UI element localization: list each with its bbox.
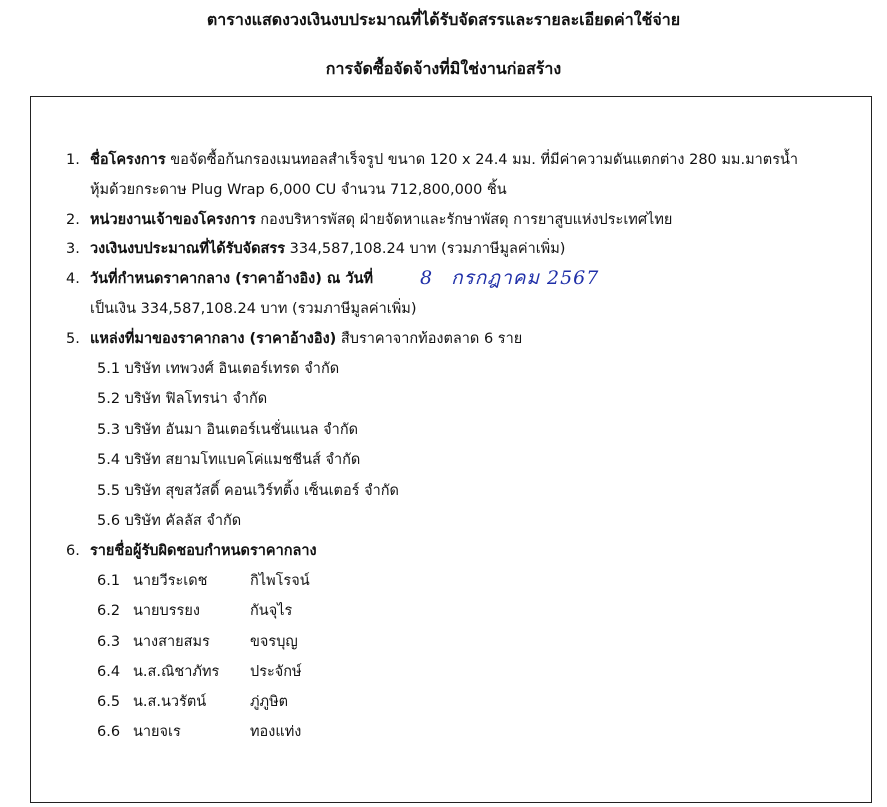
person-number: 6.1 [97, 573, 121, 589]
person-last-name: กันจุไร [250, 603, 293, 619]
item-4-text-continued: เป็นเงิน 334,587,108.24 บาท (รวมภาษีมูลค่าเพิ่ม) [90, 301, 417, 317]
item-4-line [90, 269, 373, 289]
person-last-name: กิไพโรจน์ [250, 573, 310, 589]
document-title-line2: การจัดซื้อจัดจ้างที่มิใช่งานก่อสร้าง [325, 59, 562, 78]
item-6-line [90, 541, 317, 561]
person-first-name: นายวีระเดช [133, 573, 208, 589]
item-5-label: แหล่งที่มาของราคากลาง (ราคาอ้างอิง) [90, 331, 337, 347]
source-item: 5.6 บริษัท คัลลัส จำกัด [97, 513, 242, 529]
item-4-number: 4. [66, 271, 80, 287]
item-5-number: 5. [66, 331, 80, 347]
person-first-name: น.ส.ณิชาภัทร [133, 664, 220, 680]
item-6-label: รายชื่อผู้รับผิดชอบกำหนดราคากลาง [90, 543, 317, 559]
item-5-line [90, 329, 522, 349]
person-number: 6.6 [97, 724, 121, 740]
handwritten-month-year: กรกฎาคม 2567 [451, 267, 600, 289]
source-item: 5.3 บริษัท อันมา อินเตอร์เนชั่นแนล จำกัด [97, 422, 359, 438]
person-first-name: นายบรรยง [133, 603, 200, 619]
person-last-name: ประจักษ์ [250, 664, 302, 680]
source-item: 5.5 บริษัท สุขสวัสดิ์ คอนเวิร์ทติ้ง เซ็นเตอร์ จำกัด [97, 483, 399, 499]
document-title-line1: ตารางแสดงวงเงินงบประมาณที่ได้รับจัดสรรและรายละเอียดค่าใช้จ่าย [206, 10, 681, 29]
person-number: 6.2 [97, 603, 121, 619]
item-5-text: สืบราคาจากท้องตลาด 6 ราย [336, 331, 523, 347]
person-first-name: น.ส.นวรัตน์ [133, 694, 207, 710]
item-1-text: ขอจัดซื้อก้นกรองเมนทอลสำเร็จรูป ขนาด 120 x 24.4 มม. ที่มีค่าความดันแตกต่าง 280 มม.มาตรน้ำ [165, 152, 799, 168]
item-3-text: 334,587,108.24 บาท (รวมภาษีมูลค่าเพิ่ม) [285, 241, 566, 257]
item-2-label: หน่วยงานเจ้าของโครงการ [90, 212, 256, 228]
item-6-number: 6. [66, 543, 80, 559]
handwritten-day: 8 [420, 267, 434, 289]
person-number: 6.4 [97, 664, 121, 680]
person-number: 6.3 [97, 634, 121, 650]
item-1-label: ชื่อโครงการ [90, 152, 166, 168]
item-3-label: วงเงินงบประมาณที่ได้รับจัดสรร [90, 241, 285, 257]
item-2-text: กองบริหารพัสดุ ฝ่ายจัดหาและรักษาพัสดุ การยาสูบแห่งประเทศไทย [255, 212, 673, 228]
source-item: 5.1 บริษัท เทพวงศ์ อินเตอร์เทรด จำกัด [97, 361, 340, 377]
item-1-line [90, 150, 798, 170]
item-2-line [90, 210, 672, 230]
source-item: 5.4 บริษัท สยามโทแบคโค่แมชชีนส์ จำกัด [97, 452, 361, 468]
person-first-name: นายจเร [133, 724, 181, 740]
person-last-name: ขจรบุญ [250, 634, 298, 650]
handwritten-date [420, 263, 599, 293]
item-1-text-continued: หุ้มด้วยกระดาษ Plug Wrap 6,000 CU จำนวน 712,800,000 ชิ้น [90, 182, 507, 198]
person-number: 6.5 [97, 694, 121, 710]
item-3-line [90, 239, 565, 259]
source-item: 5.2 บริษัท ฟิลโทรน่า จำกัด [97, 391, 268, 407]
item-2-number: 2. [66, 212, 80, 228]
person-last-name: ภู่ภูษิต [250, 694, 289, 710]
person-last-name: ทองแท่ง [250, 724, 302, 740]
item-1-number: 1. [66, 152, 80, 168]
person-first-name: นางสายสมร [133, 634, 210, 650]
item-3-number: 3. [66, 241, 80, 257]
item-4-label: วันที่กำหนดราคากลาง (ราคาอ้างอิง) ณ วันที่ [90, 271, 374, 287]
